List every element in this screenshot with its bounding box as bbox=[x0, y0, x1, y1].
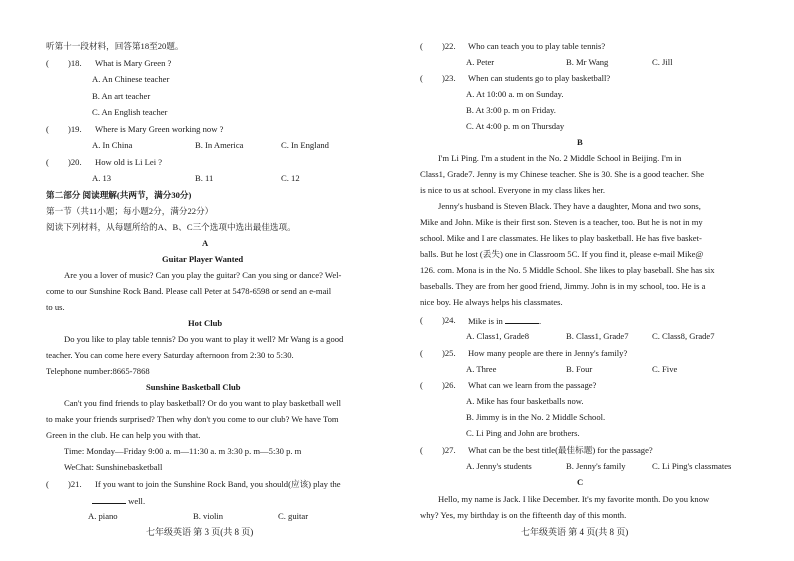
q19-paren: ( bbox=[46, 124, 49, 134]
passage-b-line-1: I'm Li Ping. I'm a student in the No. 2 Middle School in Beijing. I'm in bbox=[438, 153, 682, 163]
hot-club-line-3: Telephone number:8665-7868 bbox=[46, 366, 150, 376]
q18-option-c: C. An English teacher bbox=[92, 107, 168, 117]
left-page-footer: 七年级英语 第 3 页(共 8 页) bbox=[146, 527, 254, 537]
answer-blank bbox=[505, 315, 542, 326]
q26-option-c: C. Li Ping and John are brothers. bbox=[466, 428, 580, 438]
q18-stem: What is Mary Green ? bbox=[95, 58, 172, 68]
q26-stem: What can we learn from the passage? bbox=[468, 380, 597, 390]
q24-option-b: B. Class1, Grade7 bbox=[566, 331, 629, 341]
q22-option-b: B. Mr Wang bbox=[566, 57, 609, 67]
q20-option-b: B. 11 bbox=[195, 173, 214, 183]
q23-paren: ( bbox=[420, 73, 423, 83]
q23-number: )23. bbox=[442, 73, 456, 83]
q18-number: )18. bbox=[68, 58, 82, 68]
q27-number: )27. bbox=[442, 445, 456, 455]
passage-b-line-2: Class1, Grade7. Jenny is my Chinese teacher. She is 30. She is a good teacher. She bbox=[420, 169, 705, 179]
guitar-ad-line-2: come to our Sunshine Rock Band. Please call Peter at 5478-6598 or send an e-mail bbox=[46, 286, 332, 296]
q19-stem: Where is Mary Green working now ? bbox=[95, 124, 224, 134]
q19-option-a: A. In China bbox=[92, 140, 133, 150]
q23-option-a: A. At 10:00 a. m on Sunday. bbox=[466, 89, 564, 99]
q24-option-a: A. Class1, Grade8 bbox=[466, 331, 530, 341]
guitar-ad-title: Guitar Player Wanted bbox=[162, 254, 244, 264]
q22-paren: ( bbox=[420, 41, 423, 51]
basketball-club-line-2: to make your friends surprised? Then why don't you come to our club? We have Tom bbox=[46, 414, 339, 424]
q21-option-b: B. violin bbox=[193, 511, 224, 521]
q24-paren: ( bbox=[420, 315, 423, 325]
q27-option-c: C. Li Ping's classmates bbox=[652, 461, 732, 471]
passage-c-letter: C bbox=[577, 477, 584, 487]
q19-number: )19. bbox=[68, 124, 82, 134]
passage-c-line-1: Hello, my name is Jack. I like December. It's my favorite month. Do you know bbox=[438, 494, 710, 504]
q19-option-c: C. In England bbox=[281, 140, 329, 150]
q24-tail: . bbox=[539, 316, 542, 326]
q27-option-b: B. Jenny's family bbox=[566, 461, 626, 471]
q22-number: )22. bbox=[442, 41, 456, 51]
q22-stem: Who can teach you to play table tennis? bbox=[468, 41, 606, 51]
q18-option-b: B. An art teacher bbox=[92, 91, 151, 101]
q21-option-a: A. piano bbox=[88, 511, 118, 521]
guitar-ad-line-3: to us. bbox=[46, 302, 65, 312]
guitar-ad-line-1: Are you a lover of music? Can you play the guitar? Can you sing or dance? Wel- bbox=[64, 270, 342, 280]
q26-paren: ( bbox=[420, 380, 423, 390]
q23-option-b: B. At 3:00 p. m on Friday. bbox=[466, 105, 556, 115]
q20-option-a: A. 13 bbox=[92, 173, 112, 183]
passage-a-letter: A bbox=[202, 238, 209, 248]
q25-option-a: A. Three bbox=[466, 364, 497, 374]
passage-b-line-8: 126. com. Mona is in the No. 5 Middle School. She likes to play baseball. She has six bbox=[420, 265, 715, 275]
passage-b-line-10: nice boy. He always helps his classmates. bbox=[420, 297, 563, 307]
basketball-club-title: Sunshine Basketball Club bbox=[146, 382, 241, 392]
q21-stem: If you want to join the Sunshine Rock Band, you should(应该) play the bbox=[95, 479, 341, 489]
q23-stem: When can students go to play basketball? bbox=[468, 73, 611, 83]
q20-stem: How old is Li Lei ? bbox=[95, 157, 163, 167]
q25-paren: ( bbox=[420, 348, 423, 358]
passage-b-line-9: baseballs. They are from her good friend, Jimmy. John is in my school, too. He is a bbox=[420, 281, 706, 291]
q20-paren: ( bbox=[46, 157, 49, 167]
q22-option-c: C. Jill bbox=[652, 57, 673, 67]
q24-stem-line bbox=[468, 315, 541, 327]
q26-number: )26. bbox=[442, 380, 456, 390]
q25-option-c: C. Five bbox=[652, 364, 678, 374]
basketball-club-line-4: Time: Monday—Friday 9:00 a. m—11:30 a. m 3:30 p. m—5:30 p. m bbox=[64, 446, 302, 456]
q21-paren: ( bbox=[46, 479, 49, 489]
hot-club-line-2: teacher. You can come here every Saturday afternoon from 2:30 to 5:30. bbox=[46, 350, 294, 360]
q23-option-c: C. At 4:00 p. m on Thursday bbox=[466, 121, 565, 131]
reading-instruction: 阅读下列材料，从每题所给的A、B、C三个选项中选出最佳选项。 bbox=[46, 222, 296, 232]
answer-blank bbox=[92, 495, 126, 504]
q20-option-c: C. 12 bbox=[281, 173, 300, 183]
q26-option-a: A. Mike has four basketballs now. bbox=[466, 396, 584, 406]
q25-stem: How many people are there in Jenny's family? bbox=[468, 348, 628, 358]
q25-option-b: B. Four bbox=[566, 364, 593, 374]
q27-stem: What can be the best title(最佳标题) for the passage? bbox=[468, 445, 653, 455]
hot-club-title: Hot Club bbox=[188, 318, 223, 328]
q27-paren: ( bbox=[420, 445, 423, 455]
basketball-club-line-1: Can't you find friends to play basketball? Or do you want to play basketball well bbox=[64, 398, 341, 408]
q18-paren: ( bbox=[46, 58, 49, 68]
passage-c-line-2: why? Yes, my birthday is on the fifteenth day of this month. bbox=[420, 510, 627, 520]
passage-b-line-3: is nice to us at school. Everyone in my class likes her. bbox=[420, 185, 605, 195]
q21-number: )21. bbox=[68, 479, 82, 489]
q19-option-b: B. In America bbox=[195, 140, 244, 150]
q24-option-c: C. Class8, Grade7 bbox=[652, 331, 715, 341]
passage-b-line-4: Jenny's husband is Steven Black. They have a daughter, Mona and two sons, bbox=[438, 201, 701, 211]
passage-b-line-6: school. Mike and I are classmates. He likes to play basketball. He has five basket- bbox=[420, 233, 702, 243]
q27-option-a: A. Jenny's students bbox=[466, 461, 532, 471]
q22-option-a: A. Peter bbox=[466, 57, 495, 67]
q21-option-c: C. guitar bbox=[278, 511, 309, 521]
passage-b-letter: B bbox=[577, 137, 583, 147]
q25-number: )25. bbox=[442, 348, 456, 358]
q26-option-b: B. Jimmy is in the No. 2 Middle School. bbox=[466, 412, 606, 422]
passage-b-line-5: Mike and John. Mike is their first son. Steven is a teacher, too. But he is not in my bbox=[420, 217, 703, 227]
q20-number: )20. bbox=[68, 157, 82, 167]
q18-option-a: A. An Chinese teacher bbox=[92, 74, 170, 84]
part2-heading: 第二部分 阅读理解(共两节，满分30分) bbox=[46, 190, 192, 200]
q21-tail: well. bbox=[126, 496, 146, 506]
q24-number: )24. bbox=[442, 315, 456, 325]
section1-heading: 第一节（共11小题；每小题2分，满分22分） bbox=[46, 206, 214, 216]
passage-b-line-7: balls. But he lost (丢失) one in Classroom 5C. If you find it, please e-mail Mike@ bbox=[420, 249, 704, 259]
q21-answer-line bbox=[92, 495, 145, 507]
listening-header: 听第十一段材料，回答第18至20题。 bbox=[46, 41, 184, 51]
q24-stem: Mike is in bbox=[468, 316, 506, 326]
basketball-club-line-3: Green in the club. He can help you with that. bbox=[46, 430, 201, 440]
right-page-footer: 七年级英语 第 4 页(共 8 页) bbox=[521, 527, 629, 537]
hot-club-line-1: Do you like to play table tennis? Do you want to play it well? Mr Wang is a good bbox=[64, 334, 344, 344]
basketball-club-line-5: WeChat: Sunshinebasketball bbox=[64, 462, 163, 472]
